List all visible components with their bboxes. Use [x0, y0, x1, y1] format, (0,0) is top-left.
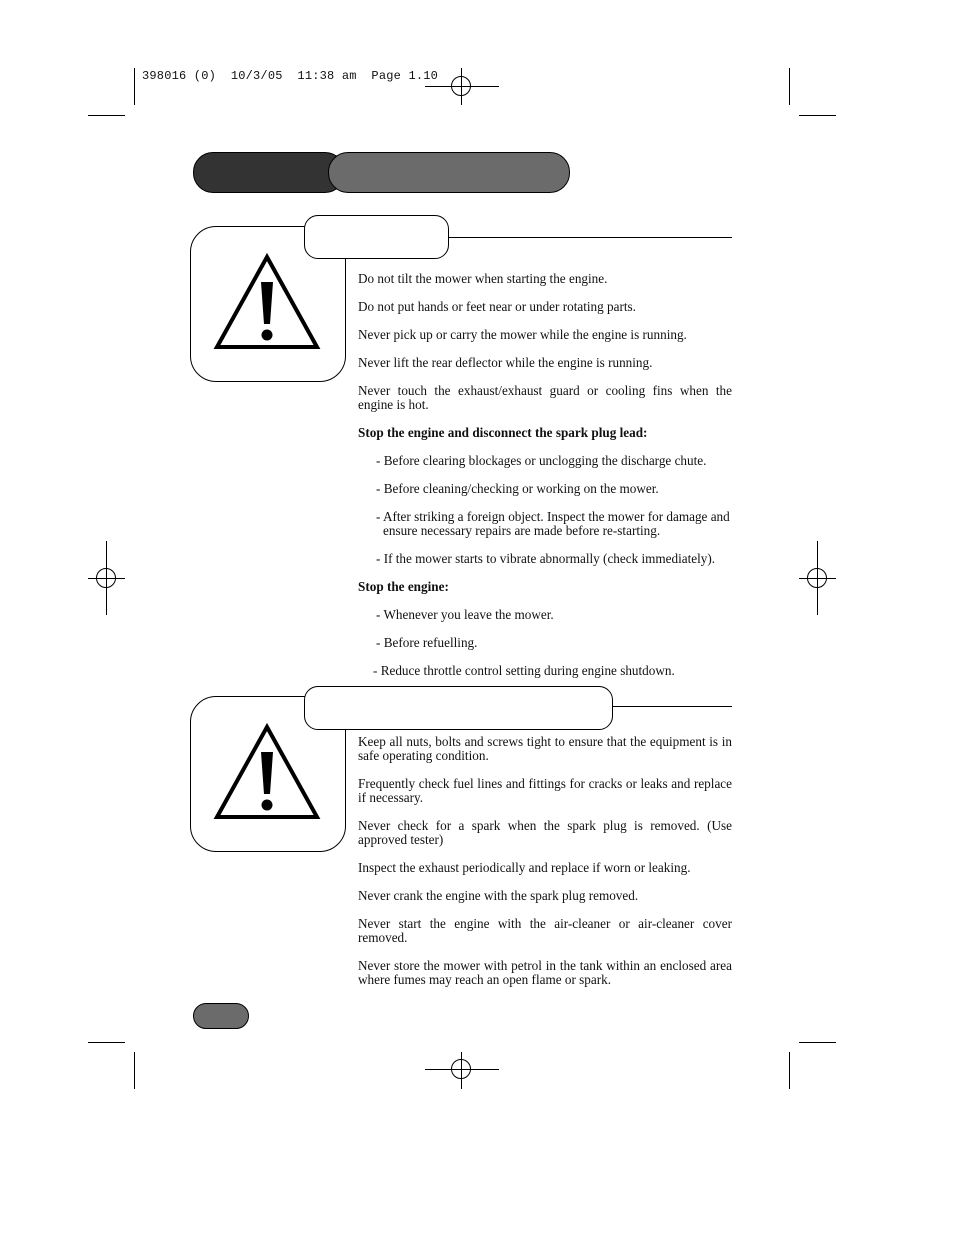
list-item: Do not tilt the mower when starting the engine.	[358, 271, 608, 286]
header-tab-dark	[193, 152, 345, 193]
page-number-pill	[193, 1003, 249, 1029]
section1-label-pill	[304, 215, 449, 259]
list-item: Never lift the rear deflector while the engine is running.	[358, 355, 653, 370]
stop-heading: Stop the engine:	[358, 579, 449, 594]
list-item: - Reduce throttle control setting during engine shutdown.	[373, 663, 675, 678]
list-item: Never crank the engine with the spark plug removed.	[358, 888, 639, 903]
section2-text	[358, 735, 732, 1001]
list-item: - Before refuelling.	[376, 635, 478, 650]
section2-label-pill	[304, 686, 613, 730]
list-item: - Before cleaning/checking or working on the mower.	[376, 481, 659, 496]
list-item: Keep all nuts, bolts and screws tight to ensure that the equipment is in safe operating condition.	[358, 734, 732, 763]
list-item: Never check for a spark when the spark plug is removed. (Use approved tester)	[358, 818, 732, 847]
stop-disconnect-heading: Stop the engine and disconnect the spark plug lead:	[358, 425, 648, 440]
list-item: Frequently check fuel lines and fittings for cracks or leaks and replace if necessary.	[358, 776, 732, 805]
list-item: - Whenever you leave the mower.	[376, 607, 554, 622]
list-item: Never pick up or carry the mower while the engine is running.	[358, 327, 687, 342]
section1-text	[358, 272, 732, 692]
list-item: Never store the mower with petrol in the tank within an enclosed area where fumes may reach an open flame or spark.	[358, 958, 732, 987]
section2-rule	[612, 706, 732, 707]
list-item: Never touch the exhaust/exhaust guard or cooling fins when the engine is hot.	[358, 383, 732, 412]
list-item: - Before clearing blockages or unclogging the discharge chute.	[376, 453, 707, 468]
list-item: - If the mower starts to vibrate abnormally (check immediately).	[376, 551, 716, 566]
header-tab-grey	[328, 152, 570, 193]
list-item: Never start the engine with the air-cleaner or air-cleaner cover removed.	[358, 916, 732, 945]
list-item: - After striking a foreign object. Inspect the mower for damage and ensure necessary repairs are made before re-starting.	[376, 509, 730, 538]
list-item: Do not put hands or feet near or under rotating parts.	[358, 299, 636, 314]
print-slug: 398016 (0) 10/3/05 11:38 am Page 1.10	[142, 69, 439, 83]
warning-triangle-icon	[209, 249, 325, 355]
warning-triangle-icon	[209, 719, 325, 825]
section1-rule	[448, 237, 732, 238]
list-item: Inspect the exhaust periodically and replace if worn or leaking.	[358, 860, 691, 875]
